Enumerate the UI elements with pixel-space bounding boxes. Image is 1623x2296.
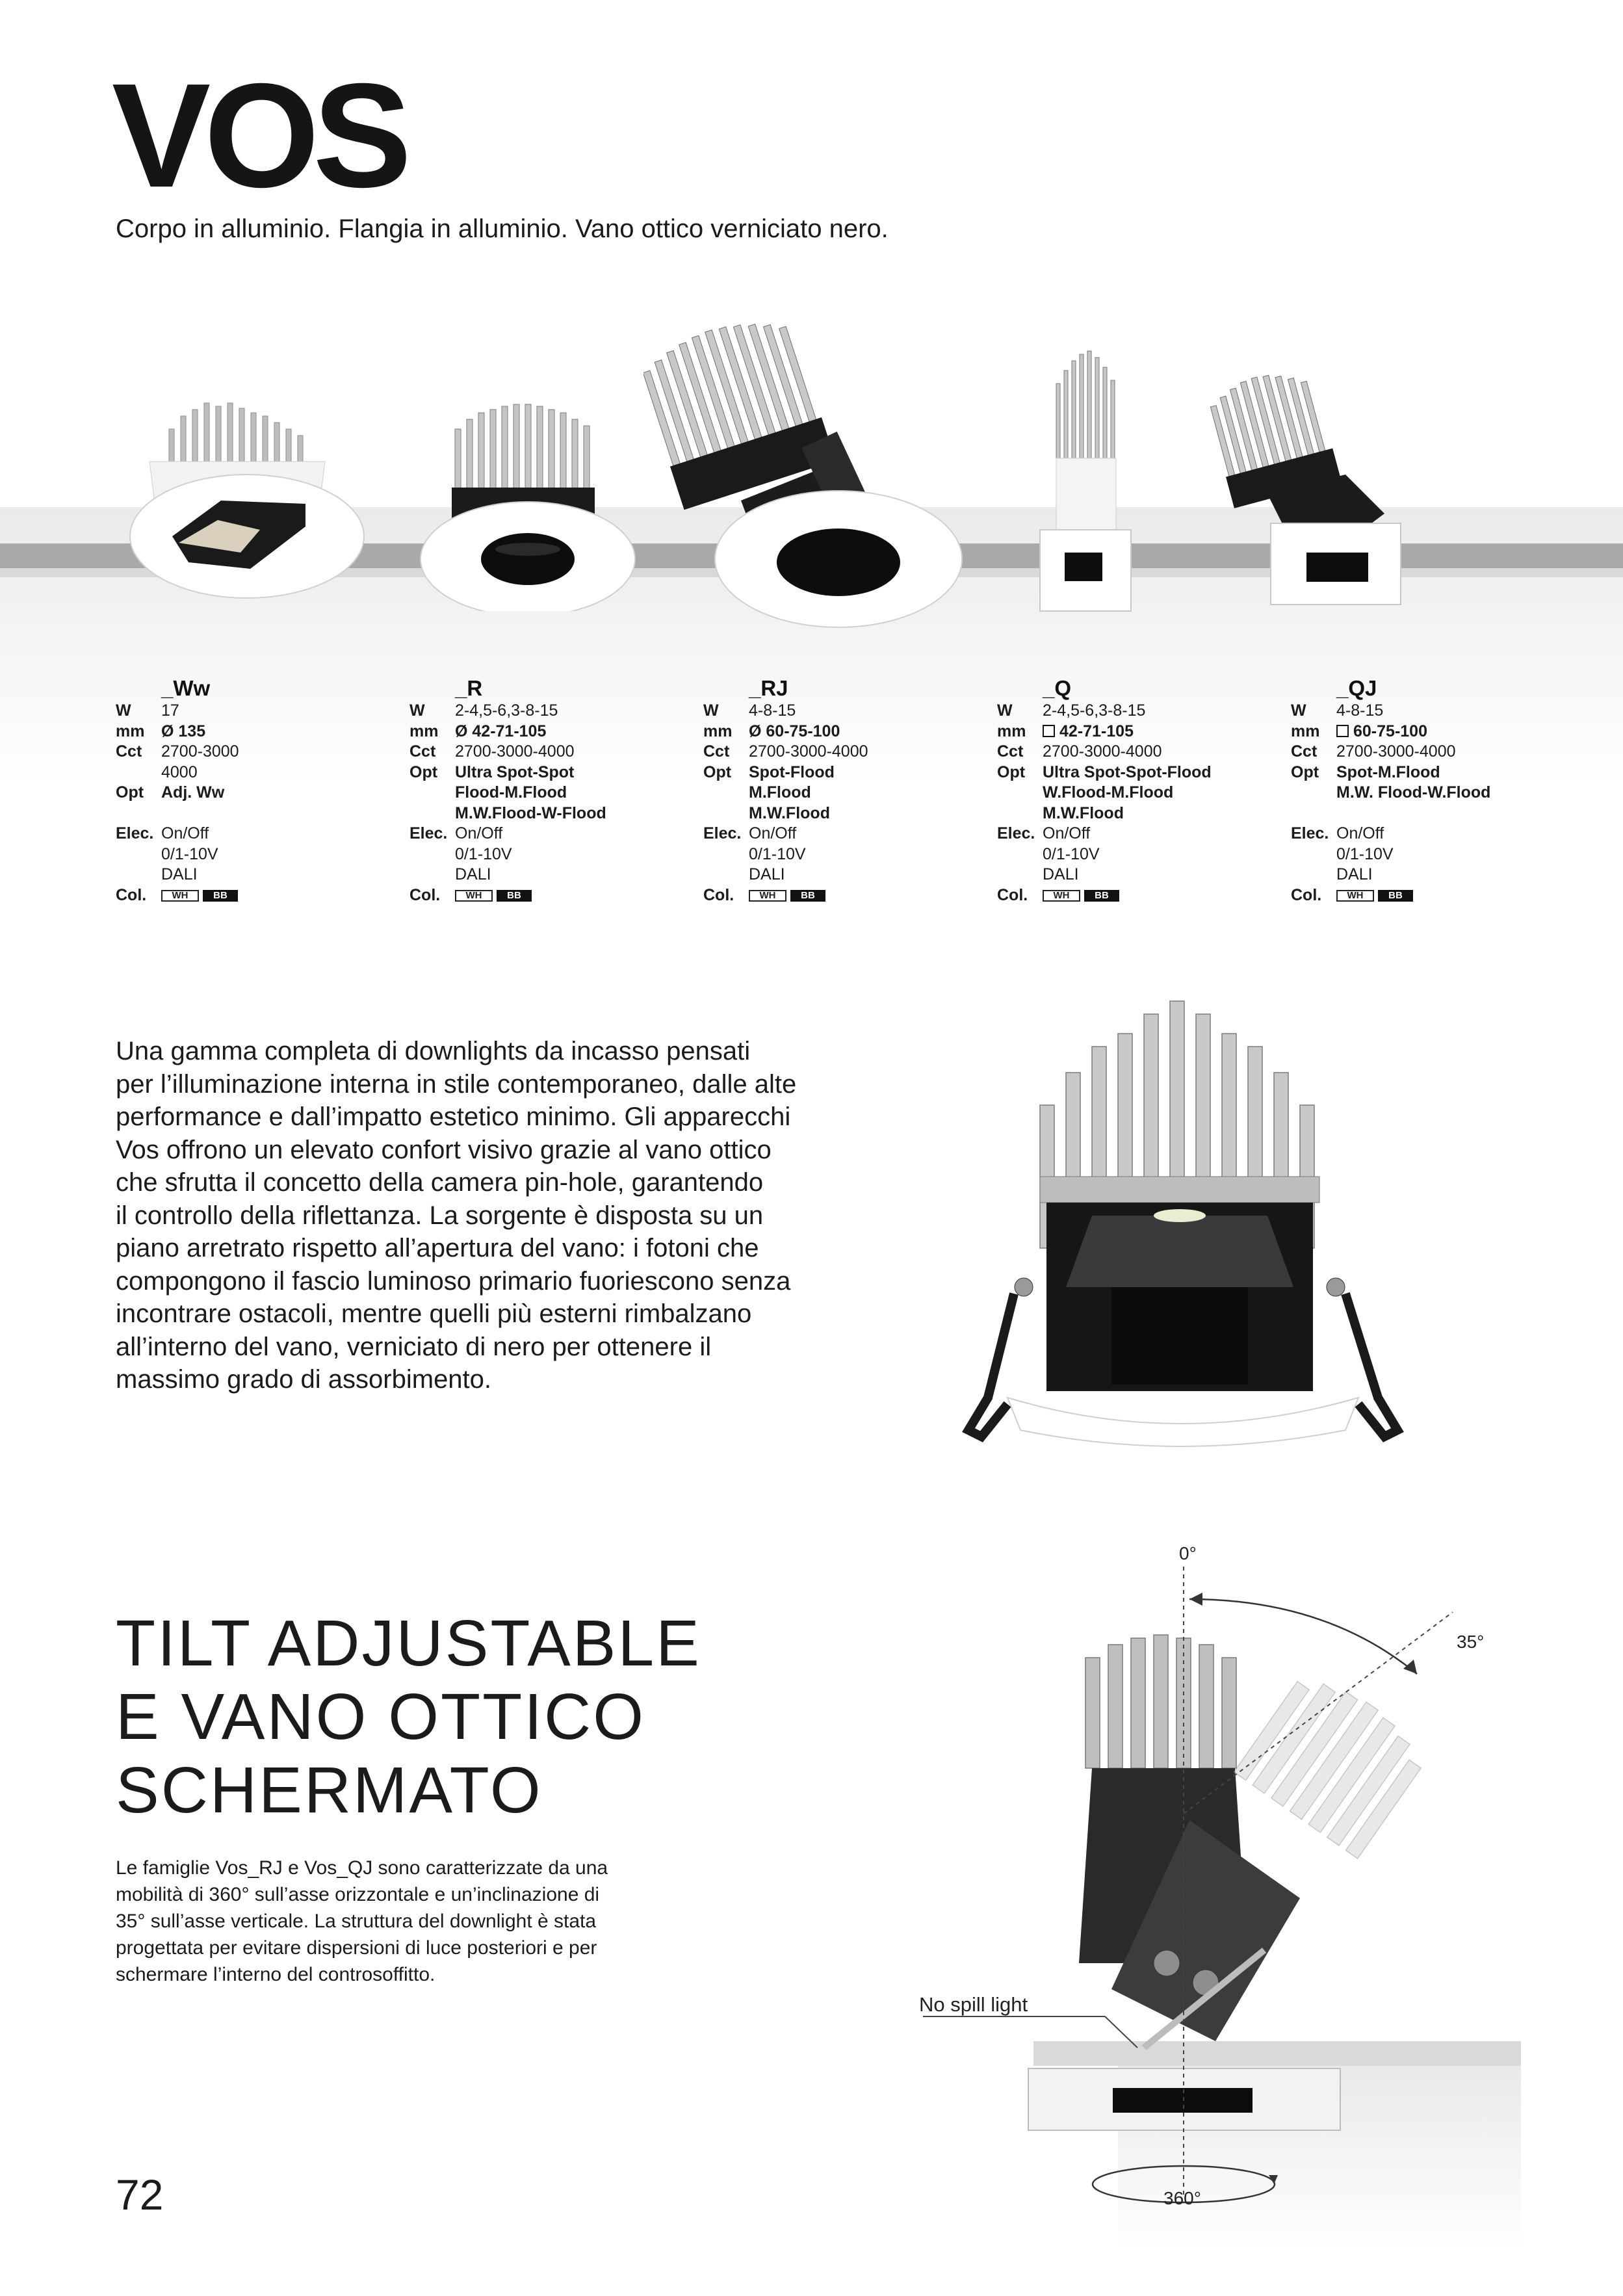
product-image-rj — [643, 306, 981, 631]
spec-row: W 4-8-15 — [1291, 701, 1384, 720]
spec-column-ww — [116, 676, 389, 906]
spec-row: Cct 2700-3000-4000 — [703, 742, 868, 761]
color-swatch-black: BB — [203, 890, 238, 902]
page-title: VOS — [112, 53, 406, 218]
variant-code: _Q — [1043, 676, 1072, 700]
spec-row: Opt Ultra Spot-Spot Flood-M.Flood M.W.Flood-W-Flood — [409, 763, 606, 822]
spec-row: mm Ø 42-71-105 — [409, 722, 547, 740]
product-image-r — [416, 390, 650, 611]
angle-label-tilt: 35° — [1457, 1632, 1485, 1652]
color-row: Col. WH BB — [997, 885, 1270, 906]
spec-row: Elec. On/Off 0/1-10V DALI — [409, 824, 512, 883]
color-row: Col. WH BB — [409, 885, 682, 906]
color-row: Col. WH BB — [703, 885, 976, 906]
spec-row: Opt Spot-Flood M.Flood M.W.Flood — [703, 763, 835, 822]
product-image-ww — [110, 390, 383, 611]
spec-row: Cct 2700-3000-4000 — [409, 742, 575, 761]
variant-code: _R — [455, 676, 483, 700]
tilt-title: TILT ADJUSTABLE E VANO OTTICO SCHERMATO — [116, 1607, 701, 1827]
spec-row: mm Ø 135 — [116, 722, 206, 740]
tilt-description: Le famiglie Vos_RJ e Vos_QJ sono caratterizzate da una mobilità di 360° sull’asse orizzontale e un’inclinazione di 35° sull’asse verticale. La struttura del downlight è stata progettata per evitare dispersioni di luce posteriori e per schermare l’interno del controsoffitto. — [116, 1857, 608, 1985]
color-row: Col. WH BB — [1291, 885, 1564, 906]
variant-code: _QJ — [1336, 676, 1377, 700]
spec-row: Opt Ultra Spot-Spot-Flood W.Flood-M.Flood M.W.Flood — [997, 763, 1212, 822]
spec-column-rj — [703, 676, 976, 906]
spec-column-r — [409, 676, 682, 906]
spec-row: Elec. On/Off 0/1-10V DALI — [116, 824, 218, 883]
square-icon — [1336, 725, 1349, 737]
color-swatch-white: WH — [455, 890, 493, 902]
color-swatch-black: BB — [790, 890, 825, 902]
tilt-diagram — [910, 1534, 1521, 2249]
spec-row — [116, 803, 389, 824]
color-swatch-white: WH — [1043, 890, 1080, 902]
spec-row: W 17 — [116, 701, 179, 720]
spec-row: W 2-4,5-6,3-8-15 — [409, 701, 558, 720]
page-subtitle: Corpo in alluminio. Flangia in alluminio. Vano ottico verniciato nero. — [116, 215, 889, 243]
color-swatch-black: BB — [1084, 890, 1119, 902]
spec-row: Opt Spot-M.Flood M.W. Flood-W.Flood — [1291, 763, 1491, 802]
angle-label-rotation: 360° — [1163, 2188, 1201, 2208]
spec-column-q — [997, 676, 1270, 906]
color-row: Col. WH BB — [116, 885, 389, 906]
spec-row: mm Ø 60-75-100 — [703, 722, 840, 740]
color-swatch-white: WH — [749, 890, 786, 902]
color-swatch-white: WH — [161, 890, 199, 902]
spec-row: Elec. On/Off 0/1-10V DALI — [703, 824, 806, 883]
intro-paragraph: Una gamma completa di downlights da incasso pensati per l’illuminazione interna in stile contemporaneo, dalle alte performance e dall’impatto estetico minimo. Gli apparecchi Vos offrono un elevato confort visivo grazie al vano ottico che sfrutta il concetto della camera pin-hole, garantendo il controllo della riflettanza. La sorgente è disposta su un piano arretrato rispetto all’apertura del vano: i fotoni che compongono il fascio luminoso primario fuoriescono senza incontrare ostacoli, mentre quelli più esterni rimbalzano all’interno del vano, verniciato di nero per ottenere il massimo grado di assorbimento. — [116, 1037, 797, 1394]
no-spill-label: No spill light — [919, 1993, 1028, 2016]
spec-row: W 4-8-15 — [703, 701, 796, 720]
page-number: 72 — [116, 2171, 164, 2219]
color-swatch-white: WH — [1336, 890, 1374, 902]
spec-row: Cct 2700-3000-4000 — [1291, 742, 1456, 761]
spec-row: Cct 2700-3000-4000 — [997, 742, 1162, 761]
spec-row — [1291, 803, 1564, 824]
spec-row: Elec. On/Off 0/1-10V DALI — [1291, 824, 1394, 883]
variant-code: _RJ — [749, 676, 788, 700]
product-image-q — [1020, 345, 1150, 618]
square-icon — [1043, 725, 1055, 737]
spec-column-qj — [1291, 676, 1564, 906]
spec-row: Opt Adj. Ww — [116, 783, 225, 802]
cutaway-image — [929, 982, 1436, 1456]
spec-row: W 2-4,5-6,3-8-15 — [997, 701, 1146, 720]
spec-row: Elec. On/Off 0/1-10V DALI — [997, 824, 1100, 883]
product-image-qj — [1196, 364, 1449, 611]
spec-row: Cct 2700-3000 4000 — [116, 742, 239, 781]
variant-code: _Ww — [161, 676, 211, 700]
color-swatch-black: BB — [497, 890, 532, 902]
spec-row: mm 60-75-100 — [1291, 722, 1427, 740]
spec-row: mm 42-71-105 — [997, 722, 1134, 740]
color-swatch-black: BB — [1378, 890, 1413, 902]
angle-label-zero: 0° — [1179, 1543, 1197, 1563]
